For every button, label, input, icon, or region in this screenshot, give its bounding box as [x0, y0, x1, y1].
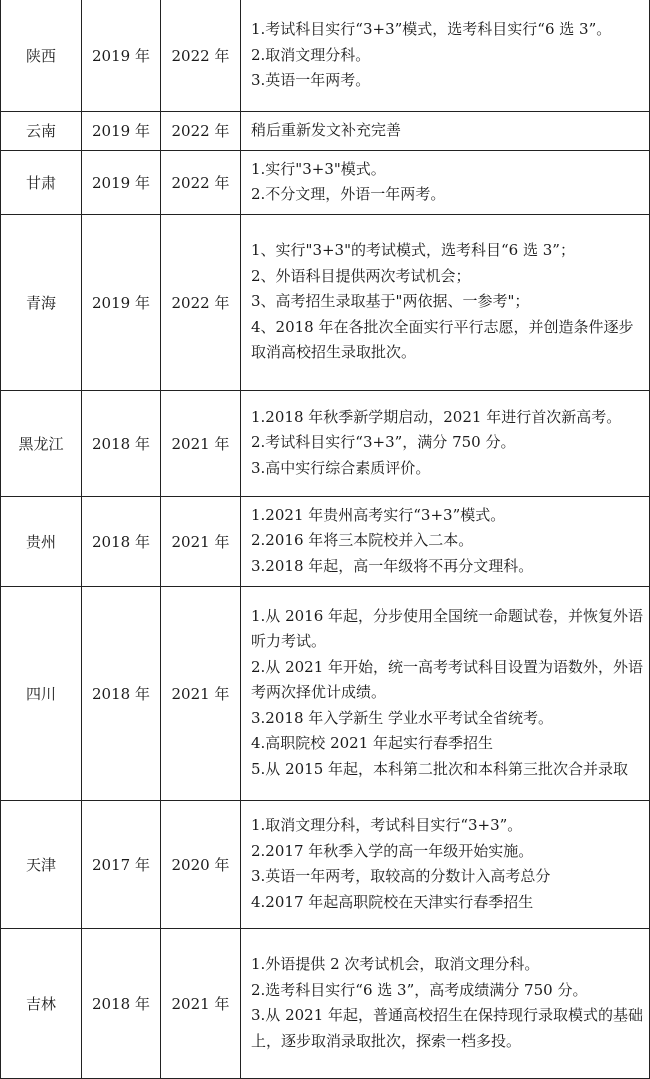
- table-row: [1, 0, 650, 112]
- policy-cell: [241, 928, 650, 1078]
- first-exam-year-cell: 2021 年: [161, 496, 241, 586]
- first-exam-year-cell: 2020 年: [161, 800, 241, 928]
- province-cell: 陕西: [1, 0, 82, 112]
- policy-item: 2.取消文理分科。: [251, 45, 371, 64]
- policy-item: 1.2021 年贵州高考实行“3+3”模式。: [251, 505, 506, 524]
- table-row: [1, 112, 650, 151]
- policy-item: 2.考试科目实行“3+3”，满分 750 分。: [251, 433, 516, 452]
- policy-cell: [241, 586, 650, 800]
- policy-cell: [241, 0, 650, 112]
- table-row: [1, 390, 650, 496]
- policy-item: 3.2018 年入学新生 学业水平考试全省统考。: [251, 708, 554, 727]
- first-exam-year-cell: 2022 年: [161, 112, 241, 151]
- policy-item: 5.从 2015 年起，本科第二批次和本科第三批次合并录取: [251, 759, 629, 778]
- policy-item: 2.选考科目实行“6 选 3”，高考成绩满分 750 分。: [251, 980, 588, 999]
- policy-item: 2、外语科目提供两次考试机会；: [251, 266, 471, 285]
- province-cell: 天津: [1, 800, 82, 928]
- policy-item: 1.外语提供 2 次考试机会，取消文理分科。: [251, 955, 540, 973]
- start-year-cell: 2019 年: [82, 0, 161, 112]
- policy-item: 3.英语一年两考。: [251, 71, 371, 90]
- policy-item: 1.2018 年秋季新学期启动，2021 年进行首次新高考。: [251, 407, 622, 426]
- table-row: [1, 928, 650, 1078]
- policy-cell: [241, 390, 650, 496]
- policy-item: 2.从 2021 年开始，统一高考考试科目设置为语数外，外语考两次择优计成绩。: [251, 657, 644, 702]
- start-year-cell: 2018 年: [82, 390, 161, 496]
- start-year-cell: 2018 年: [82, 496, 161, 586]
- policy-item: 1、实行"3+3"的考试模式，选考科目“6 选 3”；: [251, 241, 575, 260]
- first-exam-year-cell: 2022 年: [161, 0, 241, 112]
- first-exam-year-cell: 2021 年: [161, 928, 241, 1078]
- policy-item: 2.2016 年将三本院校并入二本。: [251, 531, 474, 550]
- policy-item: 2.2017 年秋季入学的高一年级开始实施。: [251, 841, 534, 860]
- policy-item: 3、高考招生录取基于"两依据、一参考"；: [251, 292, 530, 311]
- policy-item: 3.从 2021 年起，普通高校招生在保持现行录取模式的基础上，逐步取消录取批次，探索一档多投。: [251, 1006, 644, 1050]
- table-row: [1, 800, 650, 928]
- province-cell: 黑龙江: [1, 390, 82, 496]
- policy-cell: [241, 150, 650, 214]
- policy-item: 4、2018 年在各批次全面实行平行志愿，并创造条件逐步取消高校招生录取批次。: [251, 317, 634, 362]
- policy-item: 3.高中实行综合素质评价。: [251, 458, 431, 477]
- policy-cell: [241, 112, 650, 151]
- policy-item: 1.从 2016 年起，分步使用全国统一命题试卷，并恢复外语听力考试。: [251, 606, 644, 651]
- policy-item: 2.不分文理，外语一年两考。: [251, 185, 446, 203]
- reform-table-body: [1, 0, 650, 1078]
- start-year-cell: 2019 年: [82, 112, 161, 151]
- province-cell: 云南: [1, 112, 82, 151]
- start-year-cell: 2019 年: [82, 214, 161, 390]
- province-cell: 吉林: [1, 928, 82, 1078]
- policy-cell: [241, 496, 650, 586]
- first-exam-year-cell: 2021 年: [161, 586, 241, 800]
- policy-item: 4.2017 年起高职院校在天津实行春季招生: [251, 892, 534, 911]
- province-cell: 贵州: [1, 496, 82, 586]
- policy-cell: [241, 214, 650, 390]
- first-exam-year-cell: 2022 年: [161, 150, 241, 214]
- start-year-cell: 2018 年: [82, 928, 161, 1078]
- table-row: [1, 586, 650, 800]
- province-cell: 青海: [1, 214, 82, 390]
- policy-item: 1.考试科目实行“3+3”模式，选考科目实行“6 选 3”。: [251, 20, 612, 39]
- start-year-cell: 2017 年: [82, 800, 161, 928]
- table-row: [1, 496, 650, 586]
- table-row: [1, 150, 650, 214]
- policy-item: 稍后重新发文补充完善: [251, 121, 402, 139]
- first-exam-year-cell: 2022 年: [161, 214, 241, 390]
- policy-item: 3.英语一年两考，取较高的分数计入高考总分: [251, 867, 551, 885]
- province-cell: 甘肃: [1, 150, 82, 214]
- table-row: [1, 214, 650, 390]
- policy-cell: [241, 800, 650, 928]
- start-year-cell: 2019 年: [82, 150, 161, 214]
- policy-item: 3.2018 年起，高一年级将不再分文理科。: [251, 556, 534, 575]
- province-cell: 四川: [1, 586, 82, 800]
- policy-item: 4.高职院校 2021 年起实行春季招生: [251, 734, 494, 753]
- policy-item: 1.取消文理分科，考试科目实行“3+3”。: [251, 816, 523, 834]
- first-exam-year-cell: 2021 年: [161, 390, 241, 496]
- policy-item: 1.实行"3+3"模式。: [251, 159, 386, 178]
- start-year-cell: 2018 年: [82, 586, 161, 800]
